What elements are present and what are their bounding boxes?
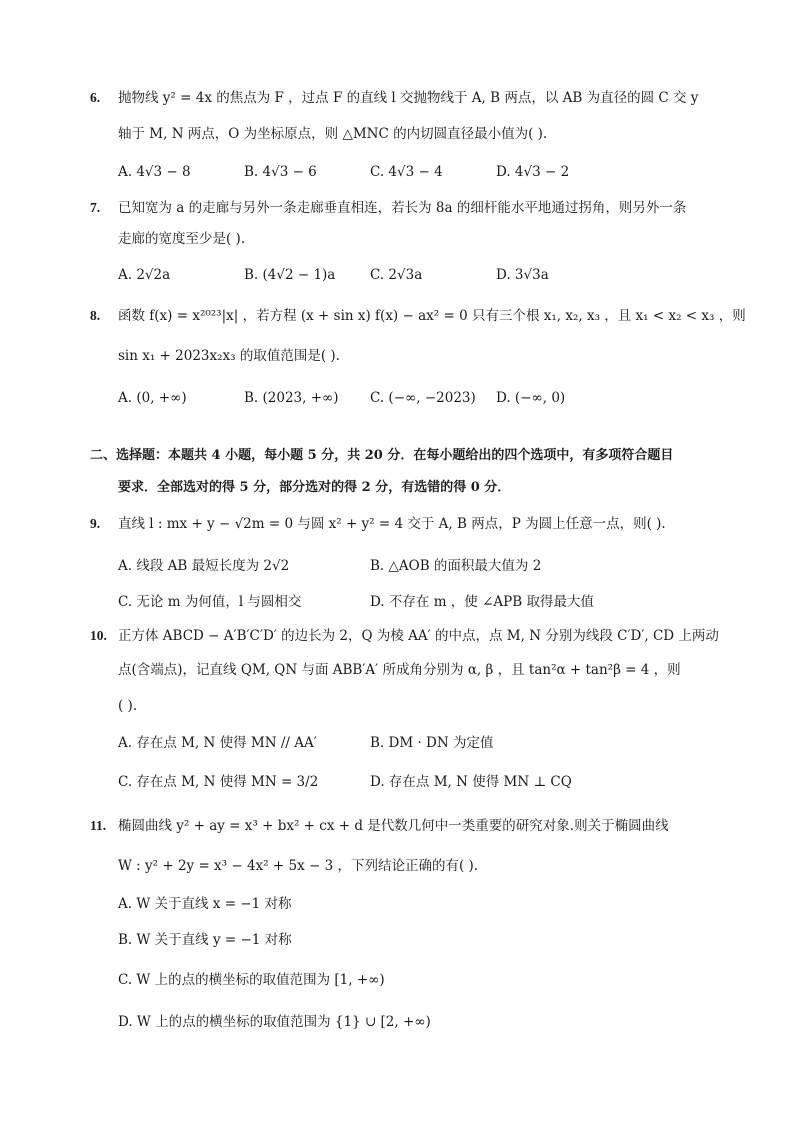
question-6-option-b: B. 4√3 − 6: [244, 164, 317, 180]
question-9-option-d: D. 不存在 m ，使 ∠APB 取得最大值: [370, 594, 594, 610]
section-2-heading-line2: 要求．全部选对的得 5 分，部分选对的得 2 分，有选错的得 0 分．: [118, 480, 511, 495]
question-11-stem-line2: W : y² + 2y = x³ − 4x² + 5x − 3 ，下列结论正确的有( ).: [118, 858, 479, 874]
question-7-option-a: A. 2√2a: [118, 267, 171, 283]
question-6-option-c: C. 4√3 − 4: [370, 164, 443, 180]
question-10-option-b: B. DM · DN 为定值: [370, 735, 494, 751]
question-6-stem-line2: 轴于 M, N 两点，O 为坐标原点，则 △MNC 的内切圆直径最小值为( ).: [118, 126, 548, 142]
question-9-number: 9.: [90, 516, 101, 531]
question-8-stem-line1: 函数 f(x) = x²⁰²³|x| ，若方程 (x + sin x) f(x) − ax² = 0 只有三个根 x₁, x₂, x₃ ，且 x₁ < x₂ < x₃ ，则: [118, 308, 746, 324]
question-10-stem-line2: 点(含端点)，记直线 QM, QN 与面 ABB′A′ 所成角分别为 α, β ，且 tan²α + tan²β = 4 ，则: [118, 662, 681, 678]
question-8-option-c: C. (−∞, −2023): [370, 390, 476, 406]
question-10-stem-line1: 正方体 ABCD − A′B′C′D′ 的边长为 2，Q 为棱 AA′ 的中点，点 M, N 分别为线段 C′D′, CD 上两动: [118, 628, 719, 644]
question-6-number: 6.: [90, 90, 101, 105]
question-11-number: 11.: [90, 818, 107, 833]
question-11-stem-line1: 椭圆曲线 y² + ay = x³ + bx² + cx + d 是代数几何中一类重要的研究对象.则关于椭圆曲线: [118, 818, 669, 834]
question-10-number: 10.: [90, 628, 107, 643]
question-6-option-d: D. 4√3 − 2: [496, 164, 570, 180]
question-7-option-d: D. 3√3a: [496, 267, 549, 283]
question-9-stem: 直线 l : mx + y − √2m = 0 与圆 x² + y² = 4 交于 A, B 两点，P 为圆上任意一点，则( ).: [118, 516, 666, 532]
question-11-option-c: C. W 上的点的横坐标的取值范围为 [1, +∞): [118, 972, 385, 988]
question-7-number: 7.: [90, 200, 101, 215]
question-8-number: 8.: [90, 308, 101, 323]
question-8-stem-line2: sin x₁ + 2023x₂x₃ 的取值范围是( ).: [118, 348, 340, 364]
question-8-option-a: A. (0, +∞): [118, 390, 187, 406]
question-7-stem-line2: 走廊的宽度至少是( ).: [118, 231, 246, 247]
question-8-option-d: D. (−∞, 0): [496, 390, 566, 406]
question-8-option-b: B. (2023, +∞): [244, 390, 339, 406]
question-7-option-b: B. (4√2 − 1)a: [244, 267, 336, 283]
question-11-option-b: B. W 关于直线 y = −1 对称: [118, 932, 292, 948]
section-2-heading-line1: 二、选择题：本题共 4 小题，每小题 5 分，共 20 分．在每小题给出的四个选项中，有多项符合题目: [90, 448, 674, 463]
question-10-option-a: A. 存在点 M, N 使得 MN // AA′: [118, 735, 317, 751]
question-9-option-a: A. 线段 AB 最短长度为 2√2: [118, 558, 290, 574]
question-11-option-d: D. W 上的点的横坐标的取值范围为 {1} ∪ [2, +∞): [118, 1014, 431, 1030]
question-6-option-a: A. 4√3 − 8: [118, 164, 191, 180]
question-11-option-a: A. W 关于直线 x = −1 对称: [118, 896, 292, 912]
question-10-stem-line3: ( ).: [118, 698, 138, 714]
question-10-option-d: D. 存在点 M, N 使得 MN ⊥ CQ: [370, 774, 572, 790]
question-6-stem-line1: 抛物线 y² = 4x 的焦点为 F ，过点 F 的直线 l 交抛物线于 A, B 两点，以 AB 为直径的圆 C 交 y: [118, 90, 699, 106]
question-9-option-b: B. △AOB 的面积最大值为 2: [370, 558, 542, 574]
question-10-option-c: C. 存在点 M, N 使得 MN = 3/2: [118, 774, 319, 790]
question-7-option-c: C. 2√3a: [370, 267, 423, 283]
question-7-stem-line1: 已知宽为 a 的走廊与另外一条走廊垂直相连，若长为 8a 的细杆能水平地通过拐角，则另外一条: [118, 200, 687, 216]
question-9-option-c: C. 无论 m 为何值，l 与圆相交: [118, 594, 302, 610]
